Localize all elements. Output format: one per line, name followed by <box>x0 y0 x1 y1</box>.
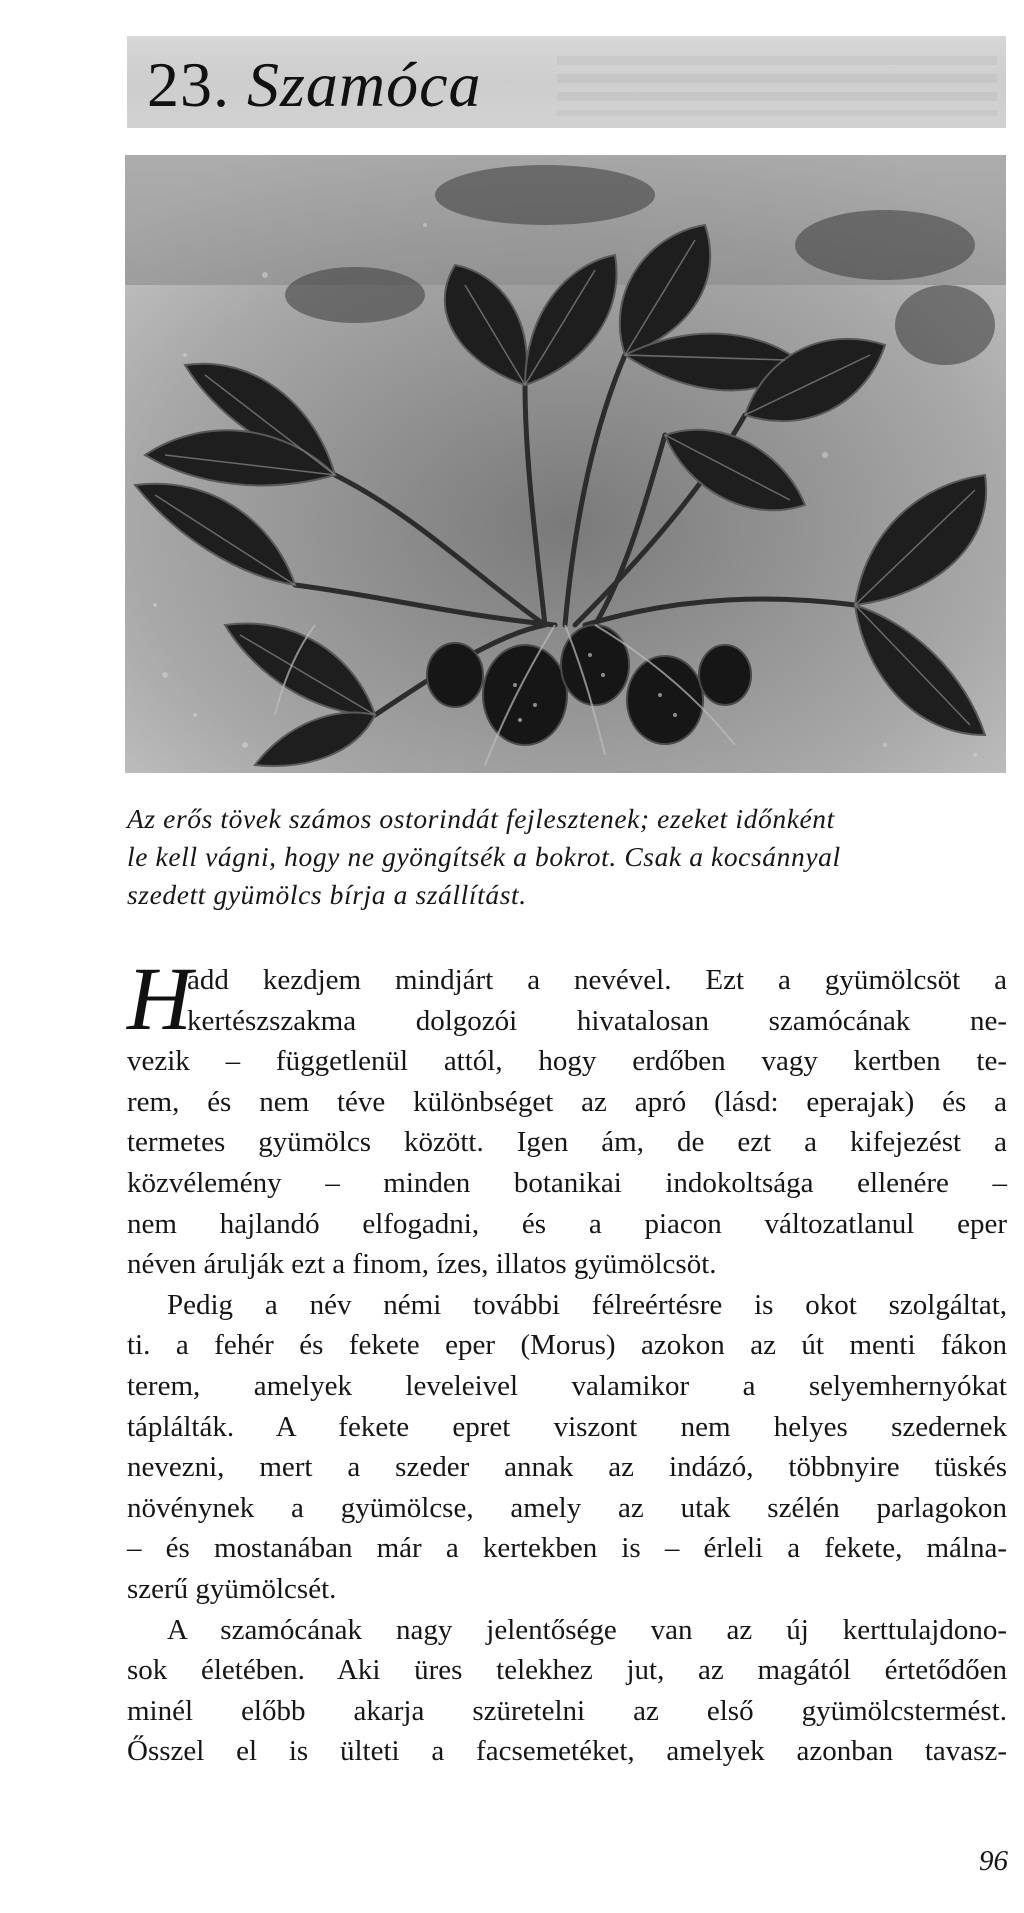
page-number: 96 <box>979 1845 1008 1877</box>
chapter-name: Szamóca <box>247 49 482 120</box>
text-line: vezik – függetlenül attól, hogy erdőben vagy kertben te- <box>127 1045 1007 1078</box>
text-line: termetes gyümölcs között. Igen ám, de ezt a kifejezést a <box>127 1126 1007 1159</box>
caption-line: szedett gyümölcs bírja a szállítást. <box>127 879 527 910</box>
text-line: rem, és nem téve különbséget az apró (lásd: eperajak) és a <box>127 1085 1007 1118</box>
text-line: nevezni, mert a szeder annak az indázó, többnyire tüskés <box>127 1451 1007 1484</box>
text-line: – és mostanában már a kertekben is – érleli a fekete, málna- <box>127 1532 1007 1565</box>
chapter-number: 23. <box>147 49 230 120</box>
strawberry-plant-photo <box>125 155 1006 773</box>
text-line: nem hajlandó elfogadni, és a piacon változatlanul eper <box>127 1207 1007 1240</box>
text-line: növénynek a gyümölcse, amely az utak szélén parlagokon <box>127 1491 1007 1524</box>
text-line: néven árulják ezt a finom, ízes, illatos gyümölcsöt. <box>127 1248 717 1281</box>
text-line: táplálták. A fekete epret viszont nem helyes szedernek <box>127 1410 1007 1443</box>
caption-line: Az erős tövek számos ostorindát fejlesztenek; ezeket időnként <box>127 803 835 834</box>
text-line: add kezdjem mindjárt a nevével. Ezt a gyümölcsöt a <box>187 964 1007 996</box>
text-line: szerű gyümölcsét. <box>127 1572 337 1605</box>
text-line: sok életében. Aki üres telekhez jut, az magától értetődően <box>127 1654 1007 1687</box>
text-line: közvélemény – minden botanikai indokoltsága ellenére – <box>127 1166 1007 1199</box>
paragraph-1 <box>127 950 1007 1285</box>
text-line: minél előbb akarja szüretelni az első gyümölcstermést. <box>127 1694 1007 1727</box>
text-line: Ősszel el is ülteti a facsemetéket, amelyek azonban tavasz- <box>127 1735 1007 1768</box>
text-line: terem, amelyek leveleivel valamikor a selyemhernyókat <box>127 1369 1007 1402</box>
text-line: kertészszakma dolgozói hivatalosan szamócának ne- <box>187 1004 1007 1037</box>
caption-line: le kell vágni, hogy ne gyöngítsék a bokrot. Csak a kocsánnyal <box>127 841 841 872</box>
drop-cap: H <box>127 950 192 1049</box>
paragraph-3 <box>127 1610 1007 1772</box>
text-line: Pedig a név némi további félreértésre is okot szolgáltat, <box>167 1288 1007 1321</box>
text-line: A szamócának nagy jelentősége van az új kerttulajdono- <box>167 1613 1007 1646</box>
paragraph-2 <box>127 1285 1007 1610</box>
text-line: ti. a fehér és fekete eper (Morus) azokon az út menti fákon <box>127 1329 1007 1362</box>
photo-caption <box>127 800 1007 914</box>
chapter-title <box>147 40 482 130</box>
body-text <box>127 950 1007 1772</box>
